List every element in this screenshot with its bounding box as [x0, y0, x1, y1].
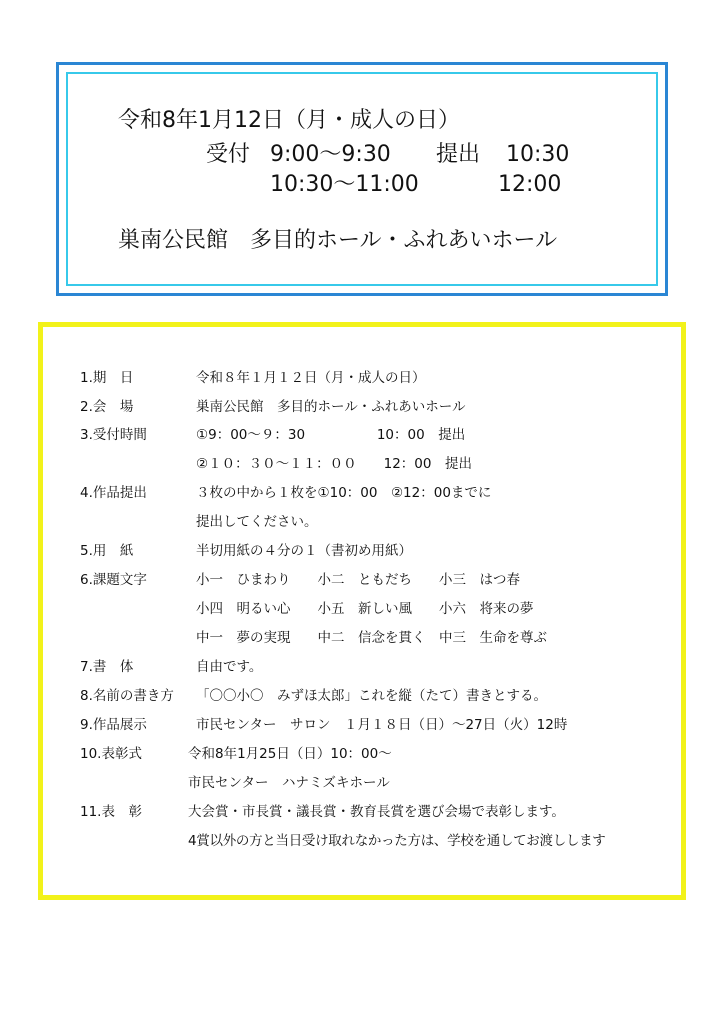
detail-value: 自由です。: [196, 659, 263, 675]
header-date: 令和8年1月12日（月・成人の日）: [118, 108, 460, 133]
header-reception-time-2: 10:30～11:00: [270, 172, 419, 197]
detail-label: 5.用 紙: [80, 543, 134, 559]
detail-value: 市民センター ハナミズキホール: [188, 775, 390, 791]
detail-value: 中一 夢の実現 中二 信念を貫く 中三 生命を尊ぶ: [196, 630, 547, 646]
detail-value: ３枚の中から１枚を①10：00 ②12：00までに: [196, 485, 492, 501]
header-submit-time-2: 12:00: [498, 172, 562, 197]
detail-label: 6.課題文字: [80, 572, 147, 588]
header-submit-time-1: 10:30: [506, 142, 570, 167]
header-reception-label: 受付: [206, 142, 251, 167]
detail-label: 7.書 体: [80, 659, 134, 675]
detail-value: 半切用紙の４分の１（書初め用紙）: [196, 543, 412, 559]
detail-label: 11.表 彰: [80, 804, 142, 820]
detail-value: 提出してください。: [196, 514, 318, 530]
detail-value: 大会賞・市長賞・議長賞・教育長賞を選び会場で表彰します。: [188, 804, 565, 820]
header-reception-time-1: 9:00～9:30: [270, 142, 391, 167]
detail-value: 小一 ひまわり 小二 ともだち 小三 はつ春: [196, 572, 520, 588]
detail-value: 市民センター サロン １月１８日（日）～27日（火）12時: [196, 717, 568, 733]
detail-value: 令和８年１月１２日（月・成人の日）: [196, 370, 426, 386]
detail-value: ①9：00～９：30 10：00 提出: [196, 427, 466, 443]
detail-value: 令和8年1月25日（日）10：00～: [188, 746, 392, 762]
detail-value: 巣南公民館 多目的ホール・ふれあいホール: [196, 399, 466, 415]
detail-label: 8.名前の書き方: [80, 688, 174, 704]
detail-label: 4.作品提出: [80, 485, 147, 501]
detail-value: ②１０：３０～１１：００ 12：00 提出: [196, 456, 472, 472]
detail-label: 2.会 場: [80, 399, 134, 415]
detail-label: 1.期 日: [80, 370, 134, 386]
detail-value: 4賞以外の方と当日受け取れなかった方は、学校を通してお渡しします: [188, 833, 606, 849]
detail-value: 小四 明るい心 小五 新しい風 小六 将来の夢: [196, 601, 534, 617]
detail-label: 10.表彰式: [80, 746, 142, 762]
header-venue: 巣南公民館 多目的ホール・ふれあいホール: [118, 228, 558, 253]
header-submit-label: 提出: [436, 142, 481, 167]
detail-label: 9.作品展示: [80, 717, 147, 733]
detail-label: 3.受付時間: [80, 427, 147, 443]
detail-value: 「〇〇小〇 みずほ太郎」これを縦（たて）書きとする。: [196, 688, 547, 704]
